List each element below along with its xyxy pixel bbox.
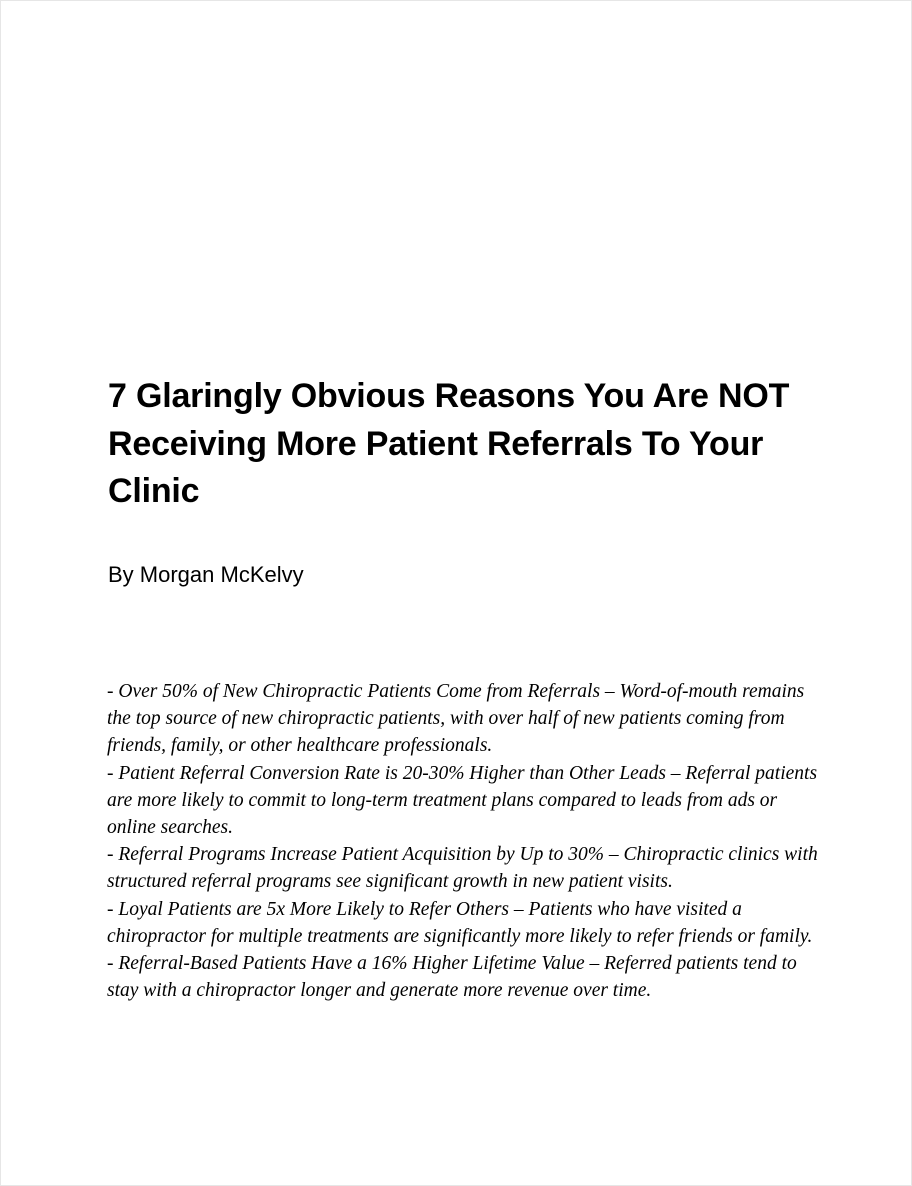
statistic-item: - Patient Referral Conversion Rate is 20-30% Higher than Other Leads – Referral patients are more likely to commit to long-term treatment plans compared to leads from ads or online searches. [107,762,818,839]
author-byline: By Morgan McKelvy [108,562,304,587]
statistic-item: - Referral Programs Increase Patient Acquisition by Up to 30% – Chiropractic clinics with structured referral programs see significant growth in new patient visits. [107,844,818,893]
statistic-item: - Loyal Patients are 5x More Likely to Refer Others – Patients who have visited a chiropractor for multiple treatments are significantly more likely to refer friends or family. [107,898,813,947]
statistic-item: - Referral-Based Patients Have a 16% Higher Lifetime Value – Referred patients tend to stay with a chiropractor longer and generate more revenue over time. [107,953,797,1002]
statistics-list [107,678,822,1004]
document-title: 7 Glaringly Obvious Reasons You Are NOT Receiving More Patient Referrals To Your Clinic [108,377,790,510]
statistic-item: - Over 50% of New Chiropractic Patients Come from Referrals – Word-of-mouth remains the top source of new chiropractic patients, with over half of new patients coming from friends, family, or other healthcare professionals. [107,681,805,757]
